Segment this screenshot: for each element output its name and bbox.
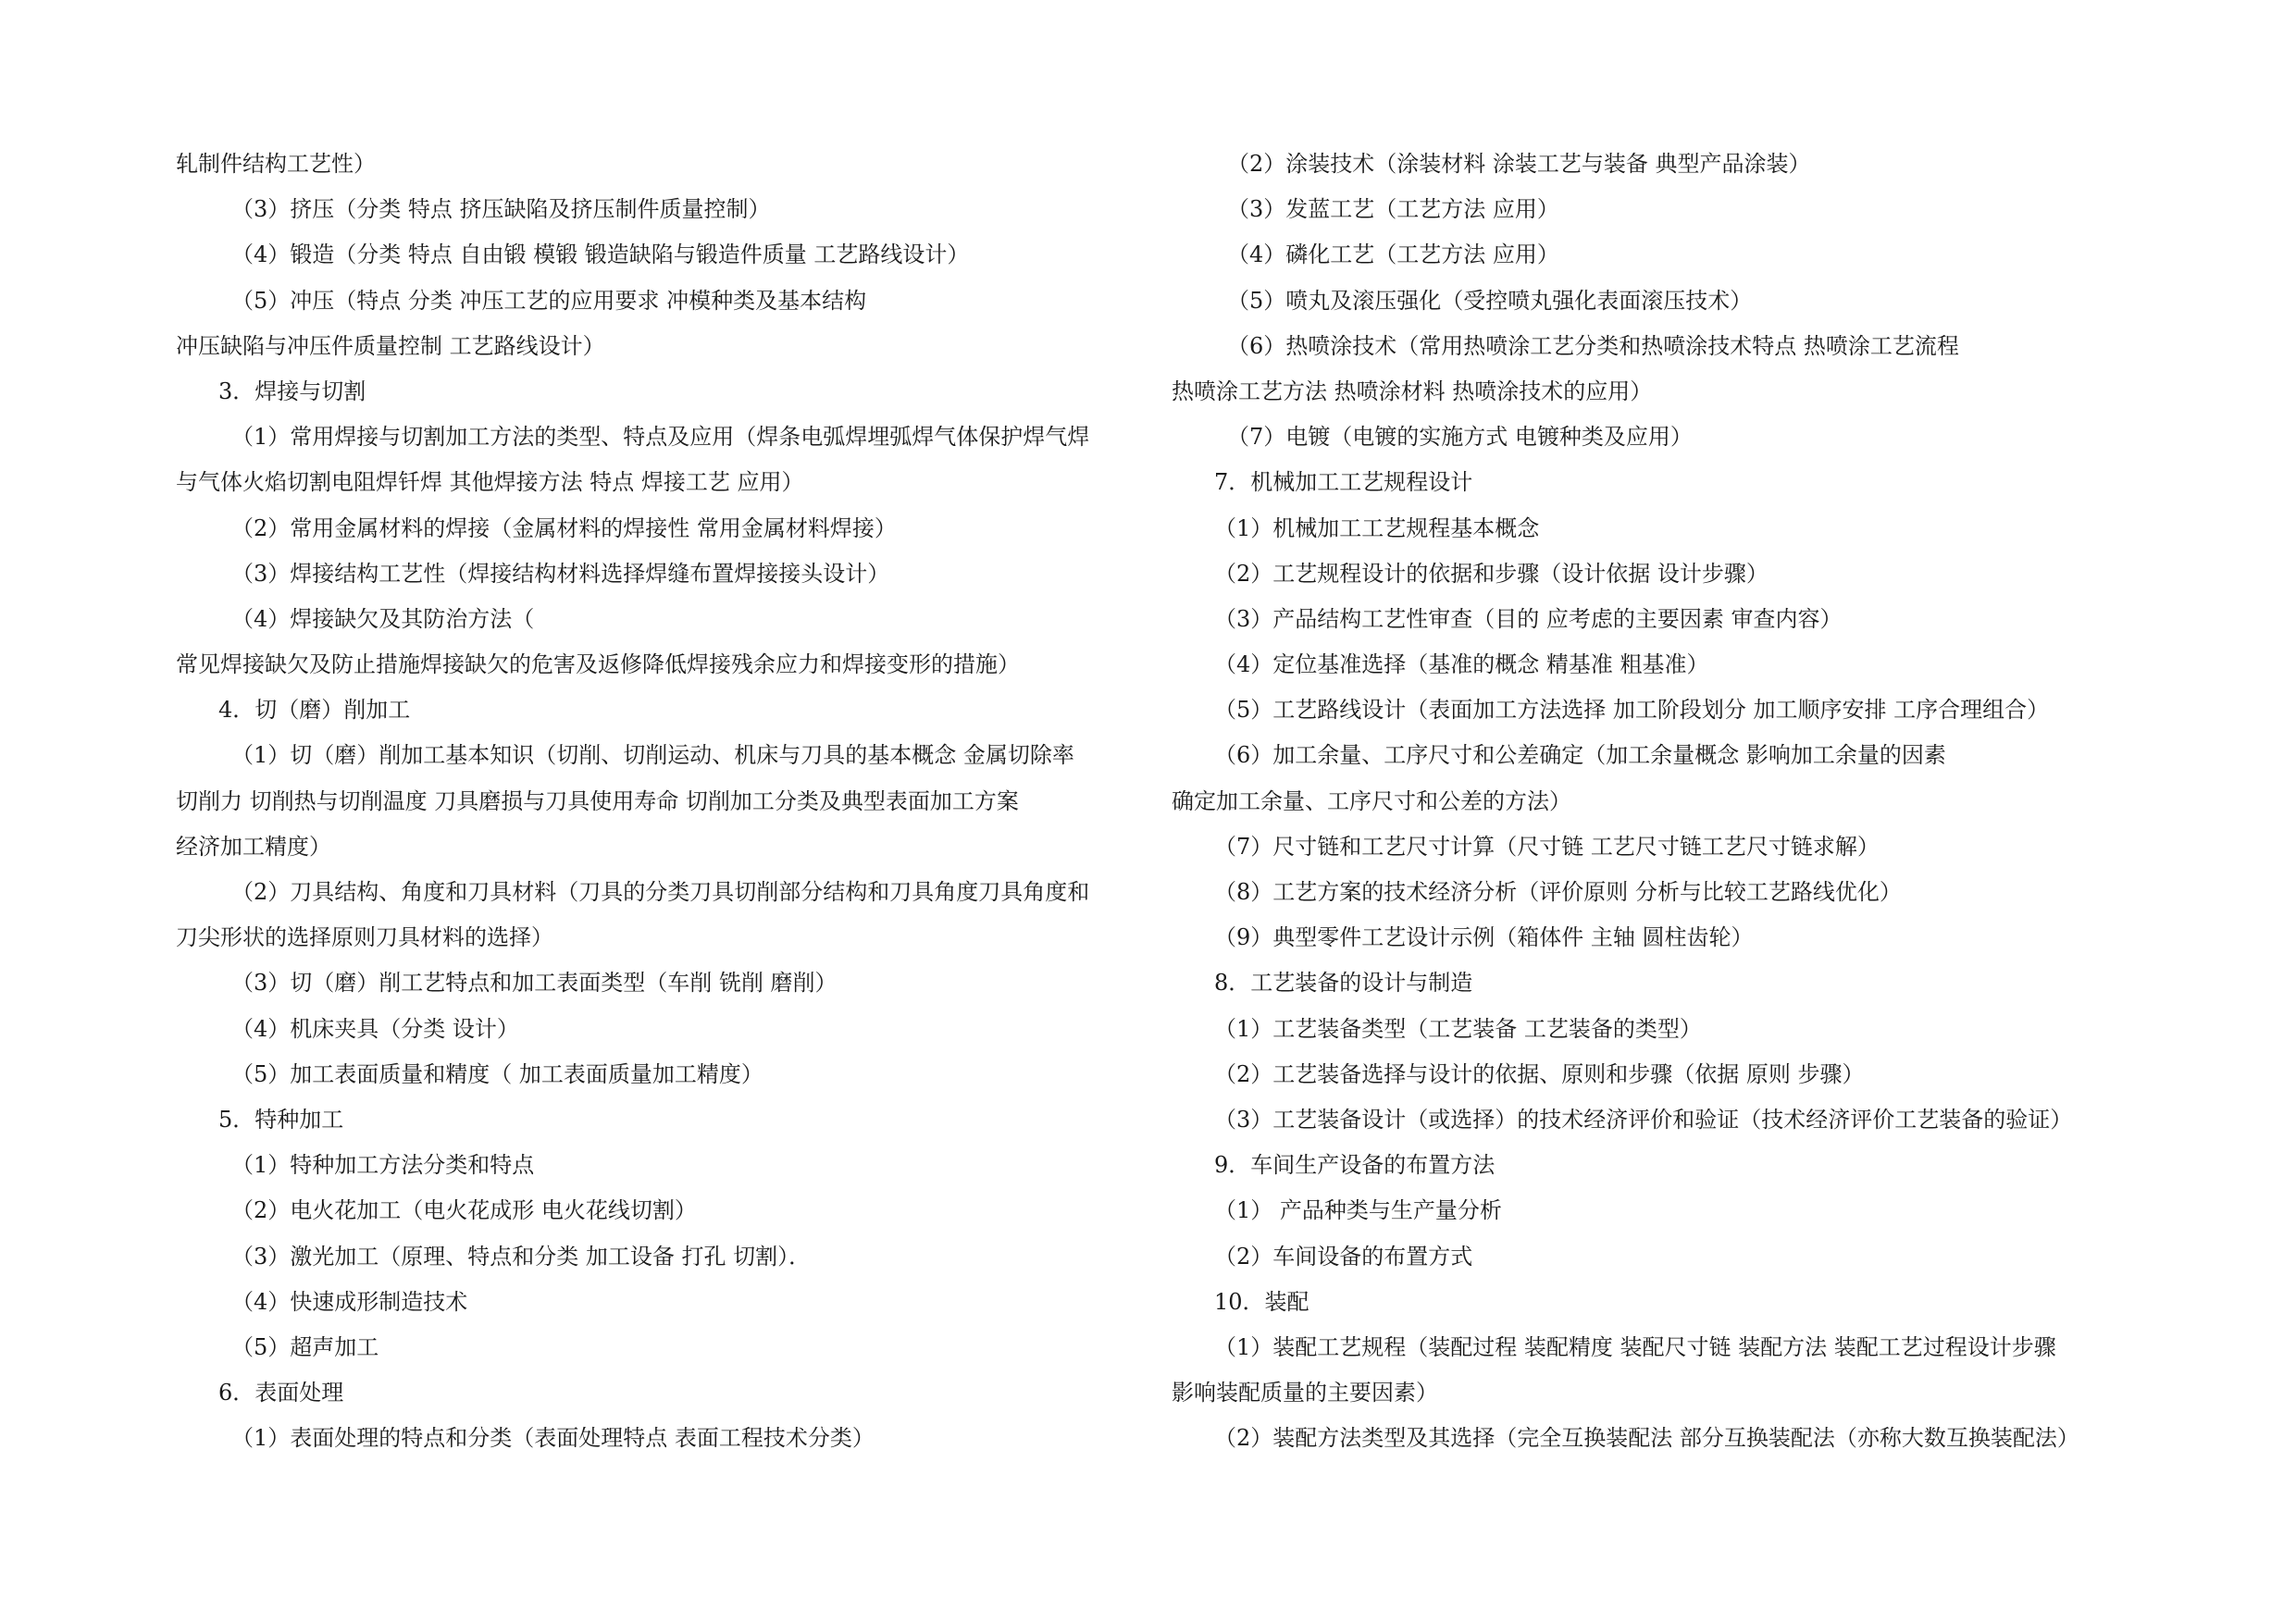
left-column	[176, 142, 1148, 1461]
text-line: 7．机械加工工艺规程设计	[1214, 469, 1473, 496]
right-column	[1172, 142, 2153, 1461]
text-line: （3）焊接结构工艺性（焊接结构材料选择焊缝布置焊接接头设计）	[231, 560, 890, 587]
text-line: （5）喷丸及滚压强化（受控喷丸强化表面滚压技术）	[1227, 287, 1753, 314]
text-line: （5）加工表面质量和精度（ 加工表面质量加工精度）	[231, 1060, 763, 1087]
text-line: （6）加工余量、工序尺寸和公差确定（加工余量概念 影响加工余量的因素	[1214, 742, 1946, 769]
text-line: （4）焊接缺欠及其防治方法（	[231, 605, 535, 632]
text-line: （2）刀具结构、角度和刀具材料（刀具的分类刀具切削部分结构和刀具角度刀具角度和	[231, 879, 1090, 905]
text-line: 10．装配	[1214, 1288, 1309, 1315]
text-line: 4．切（磨）削加工	[218, 697, 411, 724]
text-line: （2）常用金属材料的焊接（金属材料的焊接性 常用金属材料焊接）	[231, 514, 897, 541]
text-line: （3）挤压（分类 特点 挤压缺陷及挤压制件质量控制）	[231, 196, 771, 223]
text-line: （3）发蓝工艺（工艺方法 应用）	[1227, 196, 1559, 223]
text-line: （4）锻造（分类 特点 自由锻 模锻 锻造缺陷与锻造件质量 工艺路线设计）	[231, 242, 970, 268]
text-line: （2）涂装技术（涂装材料 涂装工艺与装备 典型产品涂装）	[1227, 151, 1811, 177]
text-line: （4）快速成形制造技术	[231, 1288, 468, 1315]
text-line: （4）磷化工艺（工艺方法 应用）	[1227, 242, 1559, 268]
text-line: 9．车间生产设备的布置方法	[1214, 1152, 1496, 1179]
text-line: 5．特种加工	[218, 1106, 344, 1133]
text-line: （3）切（磨）削工艺特点和加工表面类型（车削 铣削 磨削）	[231, 970, 838, 997]
text-line: （1）切（磨）削加工基本知识（切削、切削运动、机床与刀具的基本概念 金属切除率	[231, 742, 1074, 769]
text-line: （2）工艺规程设计的依据和步骤（设计依据 设计步骤）	[1214, 560, 1769, 587]
text-line: （1）机械加工工艺规程基本概念	[1214, 514, 1540, 541]
text-line: 刀尖形状的选择原则刀具材料的选择）	[176, 924, 553, 951]
text-line: （1）工艺装备类型（工艺装备 工艺装备的类型）	[1214, 1015, 1702, 1042]
text-line: （2）装配方法类型及其选择（完全互换装配法 部分互换装配法（亦称大数互换装配法）	[1214, 1425, 2079, 1452]
text-line: 常见焊接缺欠及防止措施焊接缺欠的危害及返修降低焊接残余应力和焊接变形的措施）	[176, 651, 1020, 678]
text-line: （8）工艺方案的技术经济分析（评价原则 分析与比较工艺路线优化）	[1214, 879, 1902, 905]
text-line: 与气体火焰切割电阻焊钎焊 其他焊接方法 特点 焊接工艺 应用）	[176, 469, 804, 496]
text-line: （5）工艺路线设计（表面加工方法选择 加工阶段划分 加工顺序安排 工序合理组合）	[1214, 697, 2050, 724]
text-line: （3）激光加工（原理、特点和分类 加工设备 打孔 切割）．	[231, 1243, 812, 1270]
text-line: （1）表面处理的特点和分类（表面处理特点 表面工程技术分类）	[231, 1425, 875, 1452]
text-line: （5）冲压（特点 分类 冲压工艺的应用要求 冲模种类及基本结构	[231, 287, 867, 314]
text-line: 冲压缺陷与冲压件质量控制 工艺路线设计）	[176, 332, 605, 359]
text-line: （5）超声加工	[231, 1333, 379, 1360]
text-line: 8．工艺装备的设计与制造	[1214, 970, 1473, 997]
text-line: 影响装配质量的主要因素）	[1172, 1380, 1438, 1406]
text-line: （9）典型零件工艺设计示例（箱体件 主轴 圆柱齿轮）	[1214, 924, 1754, 951]
text-line: 切削力 切削热与切削温度 刀具磨损与刀具使用寿命 切削加工分类及典型表面加工方案	[176, 787, 1019, 814]
text-line: （3）产品结构工艺性审查（目的 应考虑的主要因素 审查内容）	[1214, 605, 1843, 632]
text-line: （1）特种加工方法分类和特点	[231, 1152, 535, 1179]
text-line: （1） 产品种类与生产量分析	[1214, 1197, 1502, 1224]
text-line: （1）装配工艺规程（装配过程 装配精度 装配尺寸链 装配方法 装配工艺过程设计步骤	[1214, 1333, 2056, 1360]
text-line: （6）热喷涂技术（常用热喷涂工艺分类和热喷涂技术特点 热喷涂工艺流程	[1227, 332, 1959, 359]
text-line: 经济加工精度）	[176, 833, 331, 860]
text-line: 6．表面处理	[218, 1380, 344, 1406]
text-line: （2）工艺装备选择与设计的依据、原则和步骤（依据 原则 步骤）	[1214, 1060, 1865, 1087]
text-line: （7）电镀（电镀的实施方式 电镀种类及应用）	[1227, 424, 1693, 451]
text-line: 3．焊接与切割	[218, 378, 366, 404]
text-line: （4）定位基准选择（基准的概念 精基准 粗基准）	[1214, 651, 1709, 678]
text-line: 轧制件结构工艺性）	[176, 151, 376, 177]
text-line: （2）车间设备的布置方式	[1214, 1243, 1473, 1270]
text-line: 确定加工余量、工序尺寸和公差的方法）	[1172, 787, 1571, 814]
text-line: （3）工艺装备设计（或选择）的技术经济评价和验证（技术经济评价工艺装备的验证）	[1214, 1106, 2073, 1133]
text-line: （7）尺寸链和工艺尺寸计算（尺寸链 工艺尺寸链工艺尺寸链求解）	[1214, 833, 1880, 860]
text-line: （4）机床夹具（分类 设计）	[231, 1015, 519, 1042]
text-line: （2）电火花加工（电火花成形 电火花线切割）	[231, 1197, 697, 1224]
text-line: 热喷涂工艺方法 热喷涂材料 热喷涂技术的应用）	[1172, 378, 1653, 404]
text-line: （1）常用焊接与切割加工方法的类型、特点及应用（焊条电弧焊埋弧焊气体保护焊气焊	[231, 424, 1090, 451]
